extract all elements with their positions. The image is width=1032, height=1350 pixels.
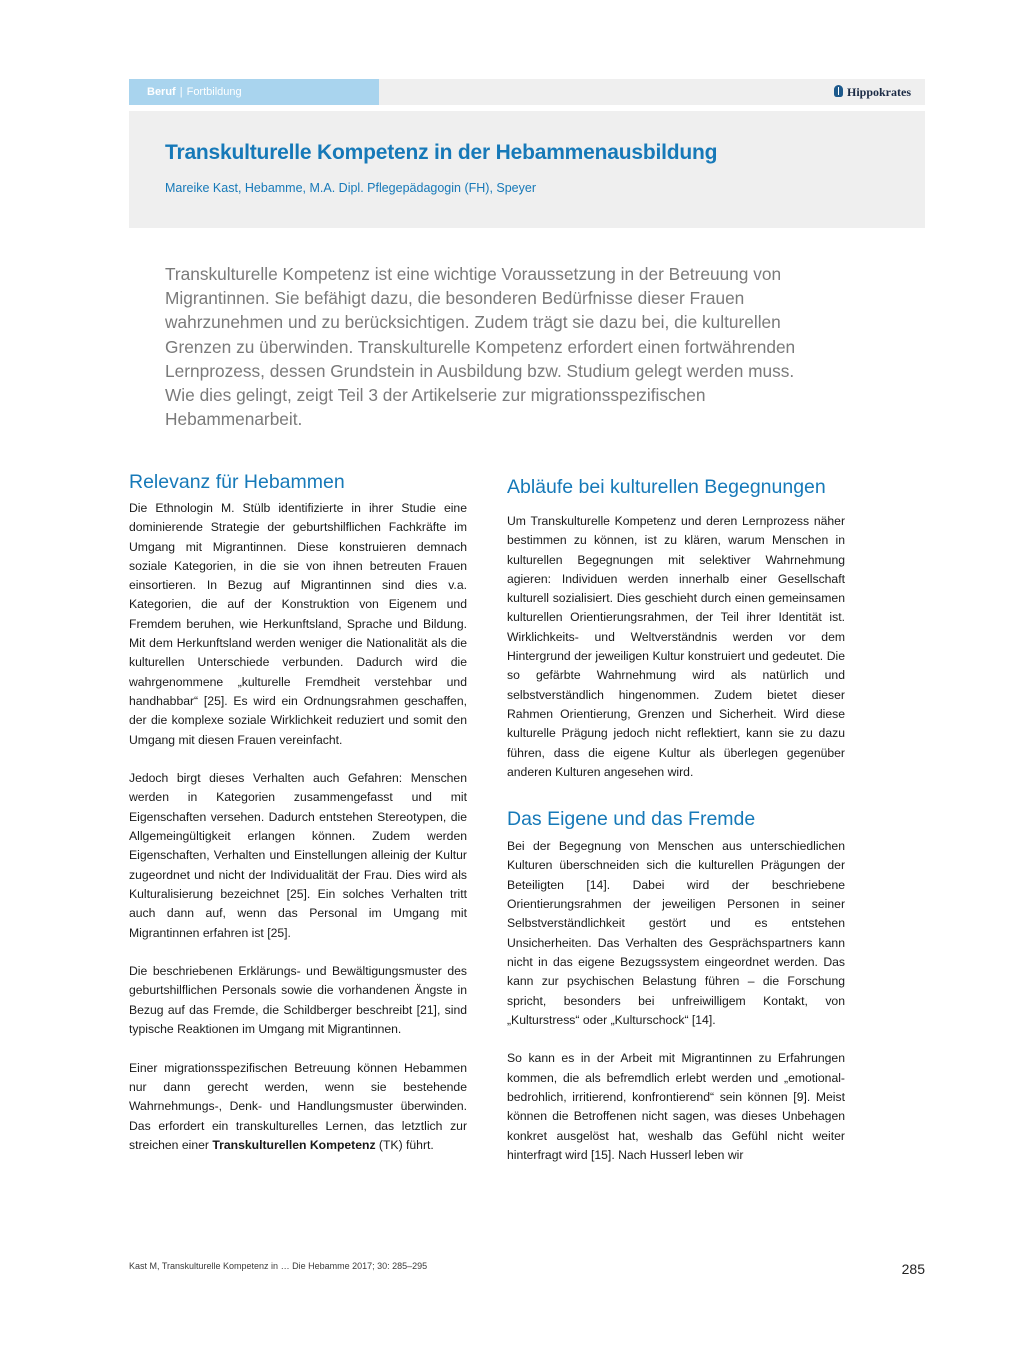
body-paragraph: Die Ethnologin M. Stülb identifizierte in ihrer Studie eine dominierende Strategie der geburtshilflichen Fachkräfte im Umgang mit Migrantinnen. Diese konstruieren demnach soziale Kategorien, in die sie von ihnen betreuten Frauen einsortieren. In Bezug auf Migrantinnen sind dies v.a. Kategorien, die auf der Konstruktion von Eigenem und Fremdem beruhen, wie Herkunftsland, Sprache und Bildung. Mit dem Herkunftsland werden weniger die Nationalität als die kulturellen Unterschiede verbunden. Dadurch wird die wahrgenommene „kulturelle Fremdheit verstehbar und handhabbar“ [25]. Es wird ein Ordnungsrahmen geschaffen, der die komplexe soziale Wirklichkeit reduziert und somit den Umgang mit diesen Frauen vereinfacht. [129, 501, 467, 747]
publisher-name: Hippokrates [846, 85, 911, 99]
section-separator: | [179, 86, 183, 98]
body-paragraph: Jedoch birgt dieses Verhalten auch Gefahren: Menschen werden in Kategorien zusammengefasst und mit Eigenschaften versehen. Dadurch entstehen Stereotypen, die Allgemeingültigkeit erlangen können. Zudem werden Eigenschaften, Verhalten und Einstellungen alleinig der Kultur zugeordnet und nicht der Individualität der Frau. Dies wird als Kulturalisierung bezeichnet [25]. Ein solches Verhalten tritt auch dann auf, wenn das Personal im Umgang mit Migrantinnen erfahren ist [25]. [129, 771, 467, 940]
footer-citation: Kast M, Transkulturelle Kompetenz in … Die Hebamme 2017; 30: 285–295 [129, 1261, 428, 1271]
shield-icon [834, 85, 843, 97]
left-column [129, 469, 467, 1155]
section-heading-ablaeufe: Abläufe bei kulturellen Begegnungen [507, 476, 826, 498]
section-sub-label: Fortbildung [186, 86, 242, 98]
body-paragraph: So kann es in der Arbeit mit Migrantinnen zu Erfahrungen kommen, die als befremdlich erlebt werden und „emotional-bedrohlich, irritierend, konfrontierend“ sein können [9]. Meist können die Betroffenen nicht sagen, was dieses Unbehagen konkret ausgelöst hat, weshalb das Gefühl nicht weiter hinterfragt wird [15]. Nach Husserl leben wir [507, 1051, 845, 1162]
body-paragraph: Die beschriebenen Erklärungs- und Bewältigungsmuster des geburtshilflichen Personals sowie die vorhandenen Ängste in Bezug auf das Fremde, die Schildberger beschreibt [21], sind typische Reaktionen im Umgang mit Migrantinnen. [129, 964, 467, 1037]
publisher-logo [834, 79, 911, 105]
body-paragraph [129, 1059, 467, 1155]
article-authors: Mareike Kast, Hebamme, M.A. Dipl. Pflegepädagogin (FH), Speyer [165, 181, 536, 195]
header-bar [129, 79, 925, 105]
section-heading-relevanz: Relevanz für Hebammen [129, 471, 345, 493]
paragraph-text: Einer migrationsspezifischen Betreuung können Hebammen nur dann gerecht werden, wenn sie bestehende Wahrnehmungs-, Denk- und Handlungsmuster überwinden. Das erfordert ein transkulturelles Lernen, das letztlich zur streichen einer [129, 1060, 467, 1152]
title-box [129, 111, 925, 228]
section-tag [129, 79, 379, 105]
body-paragraph: Um Transkulturelle Kompetenz und deren Lernprozess näher bestimmen zu können, ist zu klären, warum Menschen in kulturellen Begegnungen mit selektiver Wahrnehmung agieren: Individuen werden innerhalb einer Gesellschaft kulturell sozialisiert. Dies geschieht durch einen gemeinsamen kulturellen Orientierungsrahmen, der Teil ihrer Identität ist. Wirklichkeits- und Weltverständnis werden vor dem Hintergrund der jeweiligen Kultur konstruiert und gedeutet. Die so gefärbte Wahrnehmung wird als natürlich und selbstverständlich hingenommen. Zudem bietet dieser Rahmen Orientierung, Grenzen und Sicherheit. Wird diese kulturelle Prägung jedoch nicht reflektiert, kann sie zu dazu führen, dass die eigene Kultur als überlegen gegenüber anderen Kulturen angesehen wird. [507, 514, 845, 779]
key-term: Transkulturellen Kompetenz [212, 1137, 376, 1152]
article-abstract: Transkulturelle Kompetenz ist eine wichtige Voraussetzung in der Betreuung von Migrantinnen. Sie befähigt dazu, die besonderen Bedürfnisse dieser Frauen wahrzunehmen und zu berücksichtigen. Zudem trägt sie dazu bei, die kulturellen Grenzen zu überwinden. Transkulturelle Kompetenz erfordert einen fortwährenden Lernprozess, dessen Grundstein in Ausbildung bzw. Studium gelegt werden muss. Wie dies gelingt, zeigt Teil 3 der Artikelserie zur migrationsspezifischen Hebammenarbeit. [165, 264, 796, 430]
body-paragraph: Bei der Begegnung von Menschen aus unterschiedlichen Kulturen überschneiden sich die kulturellen Prägungen der Beteiligten [14]. Dabei wird der beschriebene Orientierungsrahmen der jeweiligen Personen in seiner Selbstverständlichkeit gestört und es entstehen Unsicherheiten. Das Verhalten des Gesprächspartners kann nicht in das eigene Bezugssystem eingeordnet werden. Das kann zur psychischen Belastung führen – die Forschung spricht, besonders bei unfreiwilligem Kontakt, von „Kulturstress“ oder „Kulturschock“ [14]. [507, 839, 845, 1027]
right-column [507, 474, 845, 1165]
page-number: 285 [901, 1261, 925, 1277]
section-heading-eigene-fremde: Das Eigene und das Fremde [507, 808, 756, 831]
paragraph-text: (TK) führt. [375, 1137, 434, 1152]
article-title: Transkulturelle Kompetenz in der Hebammenausbildung [165, 141, 718, 164]
section-main-label: Beruf [147, 86, 176, 98]
